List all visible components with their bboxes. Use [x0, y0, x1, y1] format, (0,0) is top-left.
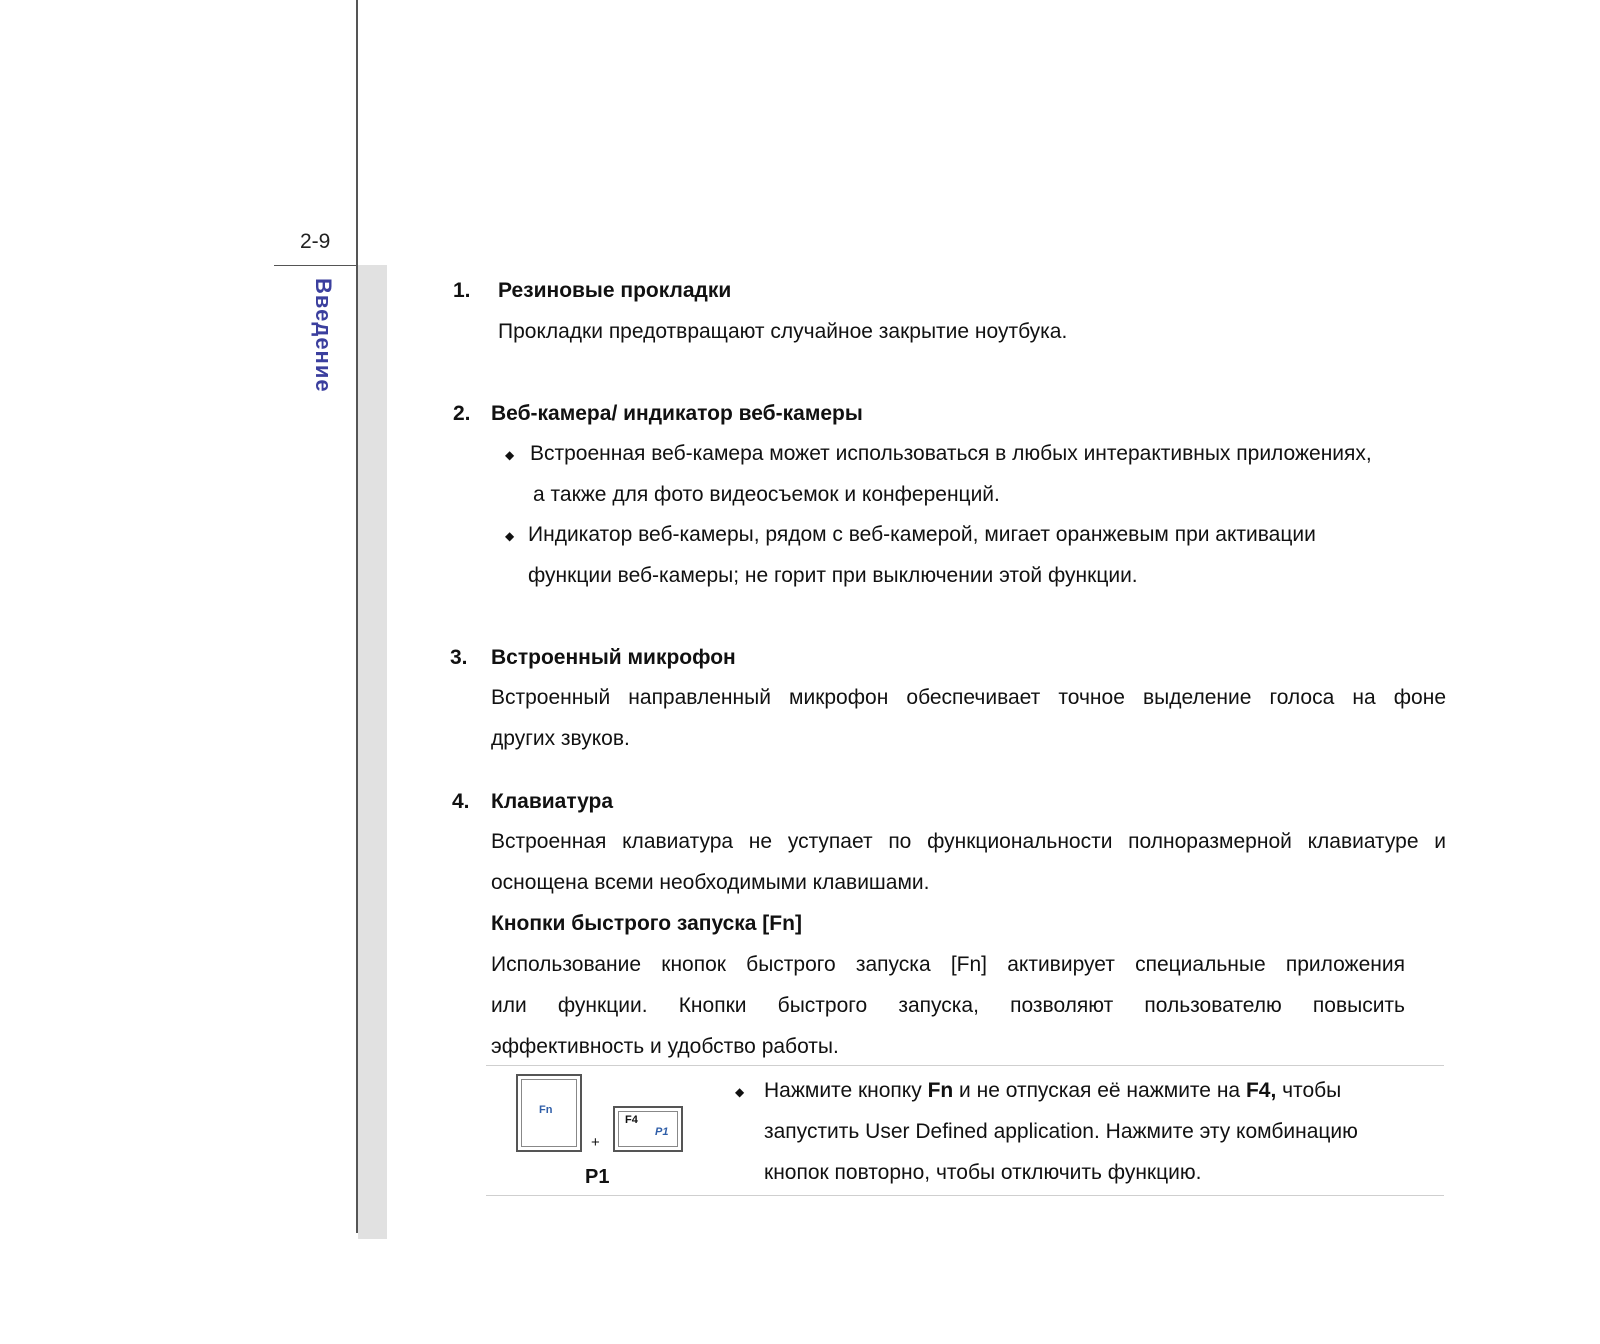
section-band [358, 265, 387, 1239]
shortcut-text-fn: Fn [927, 1079, 954, 1102]
item-4-line-2: оснощена всеми необходимыми клавишами. [491, 871, 930, 894]
f4-key-icon [613, 1106, 683, 1152]
shortcut-text-post: чтобы [1276, 1079, 1342, 1102]
f4-key-top-label: F4 [625, 1114, 638, 1126]
item-2-number: 2. [453, 402, 471, 425]
bullet-icon: ◆ [735, 1085, 745, 1099]
shortcut-line-3: кнопок повторно, чтобы отключить функцию. [764, 1161, 1202, 1184]
fn-key-label: Fn [539, 1104, 553, 1116]
f4-key-bottom-label: P1 [655, 1126, 669, 1138]
page-number: 2-9 [300, 230, 331, 253]
item-1-title: Резиновые прокладки [498, 279, 732, 302]
item-4-line-1: Встроенная клавиатура не уступает по функциональности полноразмерной клавиатуре и [491, 830, 1446, 853]
item-3-line-1: Встроенный направленный микрофон обеспечивает точное выделение голоса на фоне [491, 686, 1446, 709]
item-1-number: 1. [453, 279, 471, 302]
section-title: Введение [311, 278, 336, 393]
item-2-bullet-2-line-2: функции веб-камеры; не горит при выключении этой функции. [528, 564, 1138, 587]
table-top-rule [486, 1065, 1444, 1066]
item-4-sub-line-3: эффективность и удобство работы. [491, 1035, 839, 1058]
shortcut-text-f4: F4, [1245, 1079, 1277, 1102]
page-number-rule [274, 265, 358, 266]
item-3-line-2: других звуков. [491, 727, 630, 750]
bullet-icon: ◆ [505, 448, 515, 462]
item-2-bullet-1-line-2: а также для фото видеосъемок и конференций. [533, 483, 1000, 506]
item-2-title: Веб-камера/ индикатор веб-камеры [491, 402, 863, 425]
item-3-title: Встроенный микрофон [491, 646, 736, 669]
shortcut-line-2: запустить User Defined application. Нажмите эту комбинацию [764, 1120, 1358, 1143]
shortcut-line-1 [764, 1077, 1341, 1105]
item-4-subheading: Кнопки быстрого запуска [Fn] [491, 912, 802, 935]
item-4-sub-line-2: или функции. Кнопки быстрого запуска, позволяют пользователю повысить [491, 994, 1405, 1017]
item-2-bullet-2-line-1: Индикатор веб-камеры, рядом с веб-камерой, мигает оранжевым при активации [528, 523, 1316, 546]
item-2-bullet-1-line-1: Встроенная веб-камера может использоваться в любых интерактивных приложениях, [530, 442, 1372, 465]
fn-key-icon [516, 1074, 582, 1152]
table-bottom-rule [486, 1195, 1444, 1196]
item-1-text: Прокладки предотвращают случайное закрытие ноутбука. [498, 320, 1068, 343]
shortcut-text-pre: Нажмите кнопку [764, 1079, 928, 1102]
shortcut-caption: P1 [585, 1166, 610, 1188]
item-4-sub-line-1: Использование кнопок быстрого запуска [Fn] активирует специальные приложения [491, 953, 1405, 976]
item-4-title: Клавиатура [491, 790, 614, 813]
bullet-icon: ◆ [505, 529, 515, 543]
plus-sign: + [591, 1134, 600, 1151]
shortcut-text-mid: и не отпуская её нажмите на [953, 1079, 1246, 1102]
item-4-number: 4. [452, 790, 470, 813]
item-3-number: 3. [450, 646, 468, 669]
